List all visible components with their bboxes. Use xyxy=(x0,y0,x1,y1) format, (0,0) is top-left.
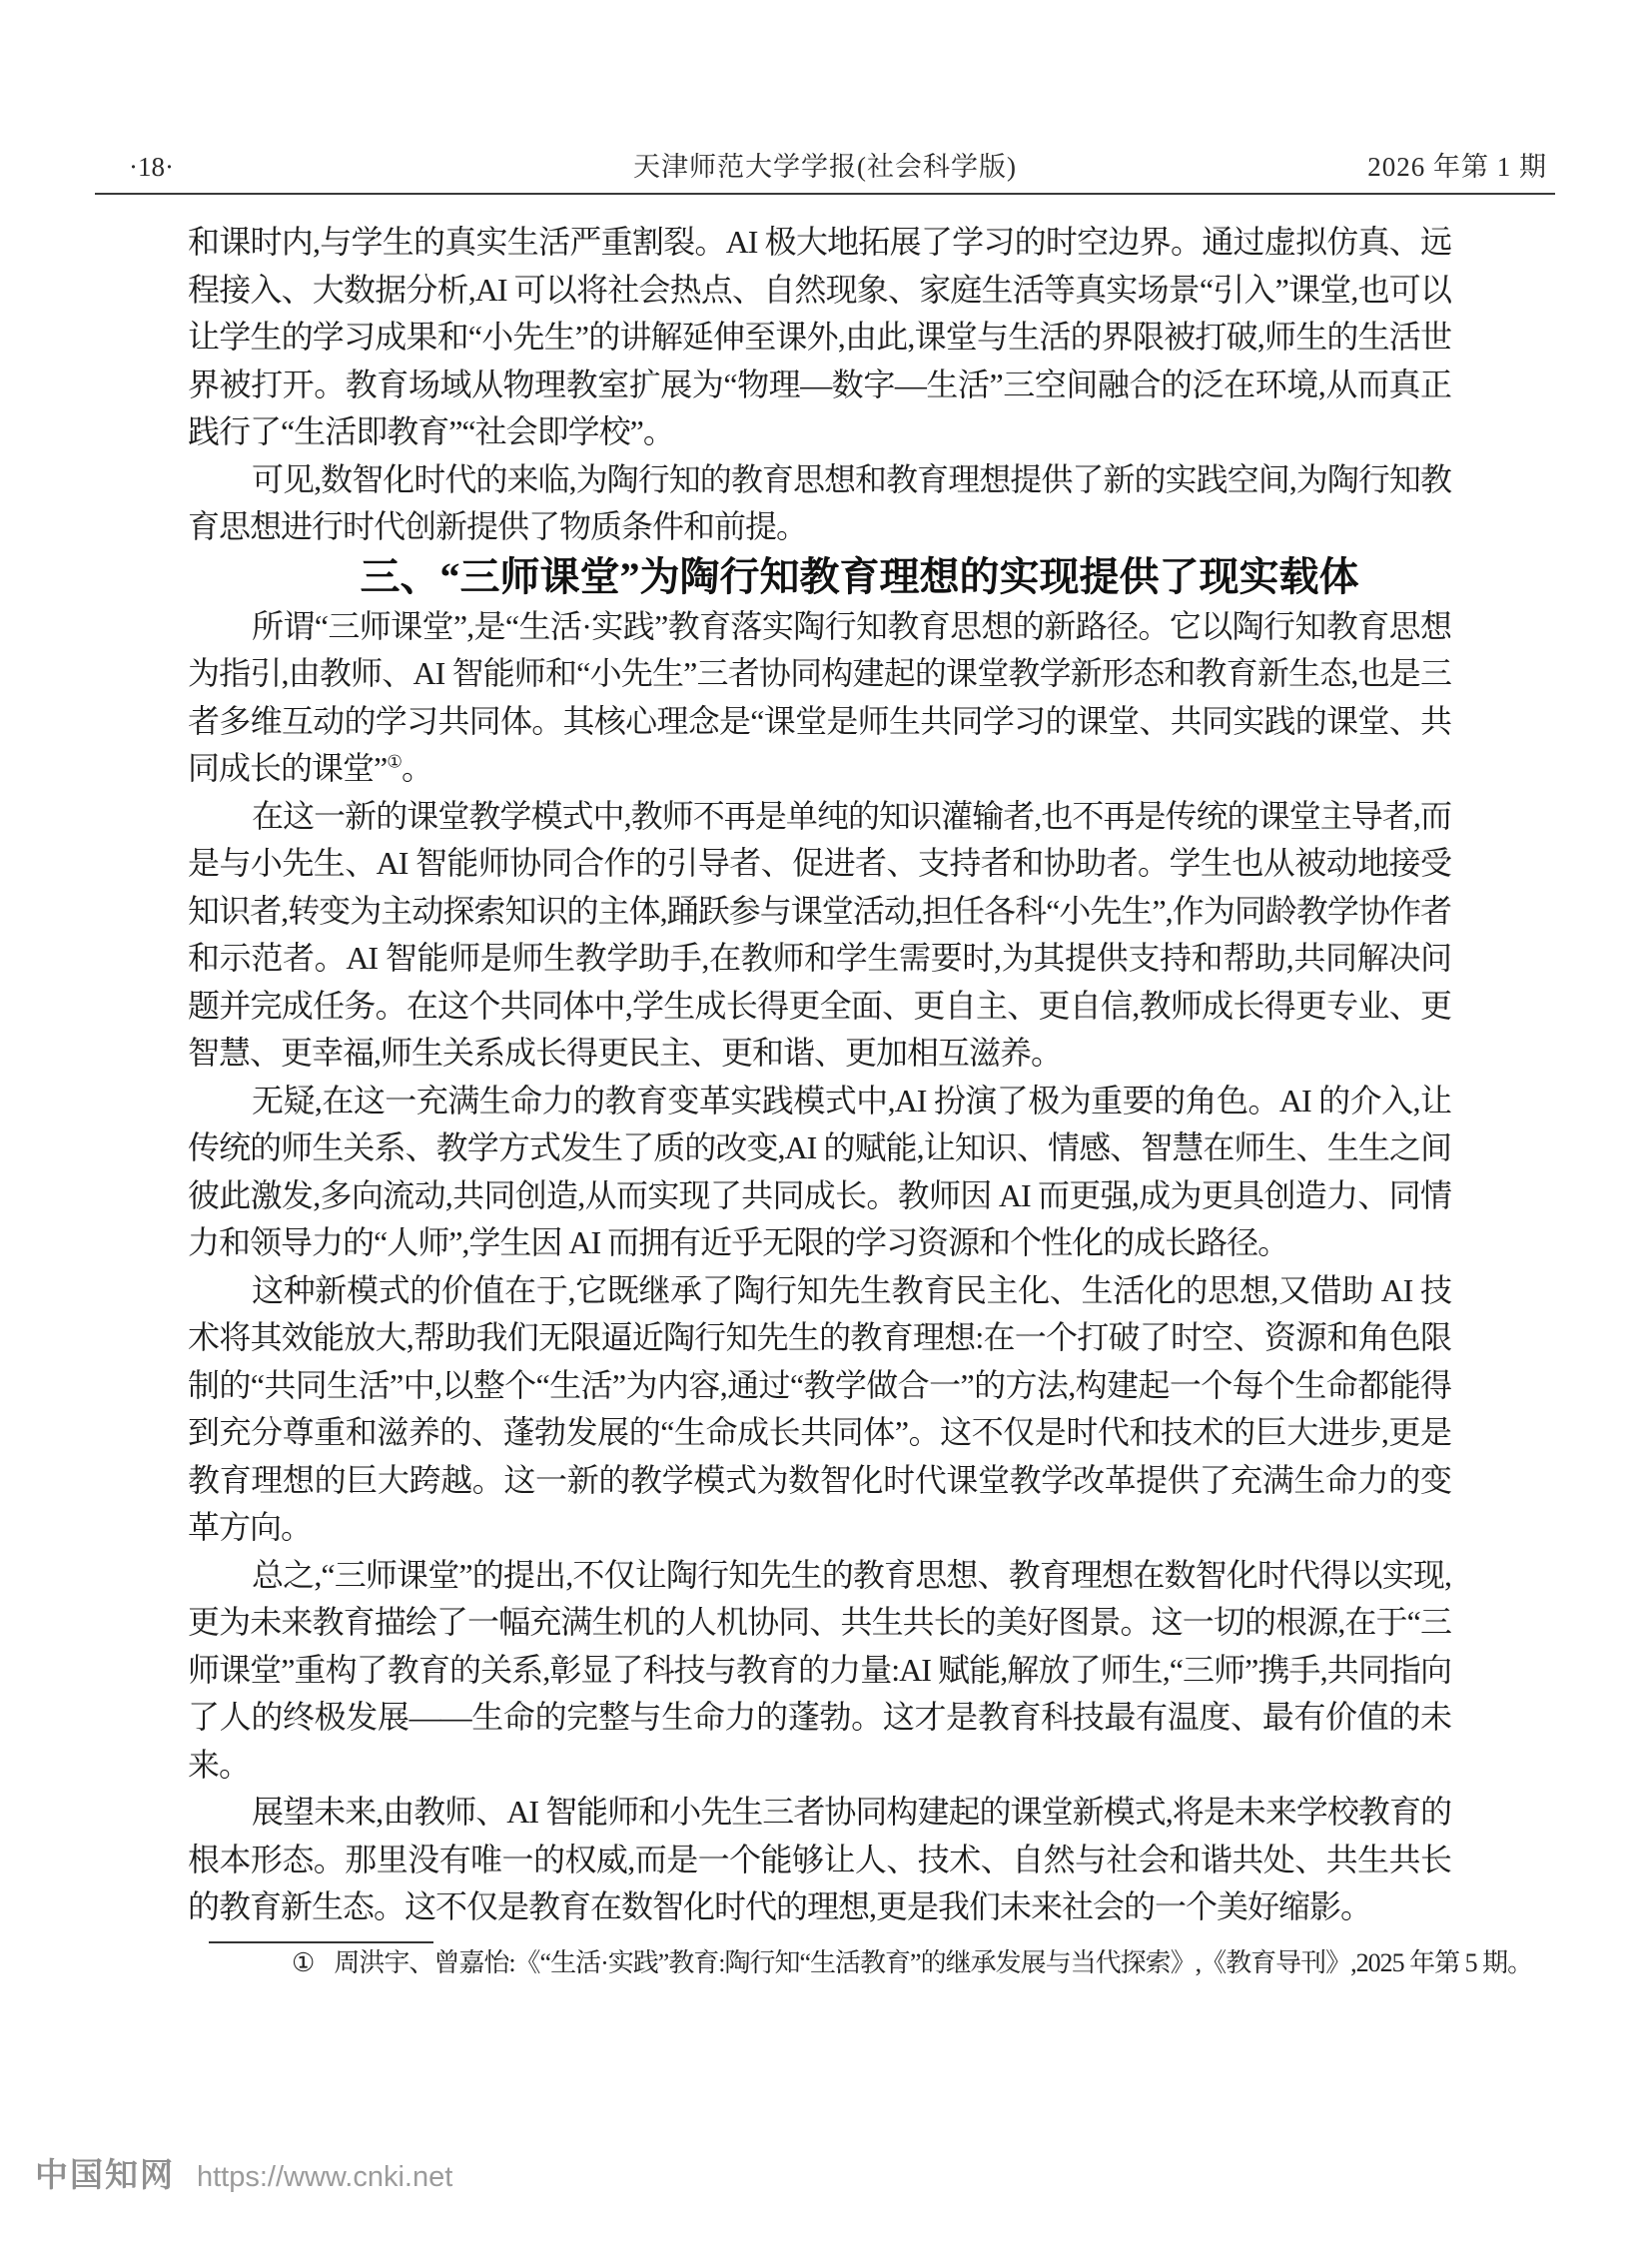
running-head xyxy=(95,148,1555,186)
page-number: ·18· xyxy=(129,152,174,182)
section-heading: 三、“三师课堂”为陶行知教育理想的实现提供了现实载体 xyxy=(360,553,1359,599)
paragraph: 无疑,在这一充满生命力的教育变革实践模式中,AI 扮演了极为重要的角色。AI 的介入,让传统的师生关系、教学方式发生了质的改变,AI 的赋能,让知识、情感、智慧在师生、生生之间彼此激发,多向流动,共同创造,从而实现了共同成长。教师因 AI 而更强,成为更具创造力、同情力和领导力的“人师”,学生因 AI 而拥有近乎无限的学习资源和个性化的成长路径。 xyxy=(188,1082,1451,1260)
paragraph-continuation: 和课时内,与学生的真实生活严重割裂。AI 极大地拓展了学习的时空边界。通过虚拟仿真、远程接入、大数据分析,AI 可以将社会热点、自然现象、家庭生活等真实场景“引入”课堂,也可以让学生的学习成果和“小先生”的讲解延伸至课外,由此,课堂与生活的界限被打破,师生的生活世界被打开。教育场域从物理教室扩展为“物理—数字—生活”三空间融合的泛在环境,从而真正践行了“生活即教育”“社会即学校”。 xyxy=(188,224,1451,449)
paragraph: 总之,“三师课堂”的提出,不仅让陶行知先生的教育思想、教育理想在数智化时代得以实现,更为未来教育描绘了一幅充满生机的人机协同、共生共长的美好图景。这一切的根源,在于“三师课堂”重构了教育的关系,彰显了科技与教育的力量:AI 赋能,解放了师生,“三师”携手,共同指向了人的终极发展——生命的完整与生命力的蓬勃。这才是教育科技最有温度、最有价值的未来。 xyxy=(188,1556,1451,1783)
footnote xyxy=(188,1943,1533,1983)
footnote-text: 周洪宇、曾嘉怡:《“生活·实践”教育:陶行知“生活教育”的继承发展与当代探索》,《教育导刊》,2025 年第 5 期。 xyxy=(334,1947,1533,1977)
cnki-url: https://www.cnki.net xyxy=(197,2161,453,2193)
journal-title: 天津师范大学学报(社会科学版) xyxy=(633,152,1017,182)
paragraph-with-footnote-ref xyxy=(188,603,1451,793)
cnki-brand: 中国知网 xyxy=(35,2156,175,2193)
cnki-watermark xyxy=(35,2149,452,2199)
paragraph-tail: 。 xyxy=(402,750,433,786)
paragraph-text: 所谓“三师课堂”,是“生活·实践”教育落实陶行知教育思想的新路径。它以陶行知教育思想为指引,由教师、AI 智能师和“小先生”三者协同构建起的课堂教学新形态和教育新生态,也是三者多维互动的学习共同体。其核心理念是“课堂是师生共同学习的课堂、共同实践的课堂、共同成长的课堂” xyxy=(188,607,1451,786)
paragraph: 可见,数智化时代的来临,为陶行知的教育思想和教育理想提供了新的实践空间,为陶行知教育思想进行时代创新提供了物质条件和前提。 xyxy=(188,460,1451,544)
issue-label: 2026 年第 1 期 xyxy=(1367,152,1547,182)
footnote-marker: ① xyxy=(292,1947,315,1977)
header-rule xyxy=(95,193,1555,195)
footnote-reference: ① xyxy=(387,751,402,772)
paragraph: 展望未来,由教师、AI 智能师和小先生三者协同构建起的课堂新模式,将是未来学校教育的根本形态。那里没有唯一的权威,而是一个能够让人、技术、自然与社会和谐共处、共生共长的教育新生态。这不仅是教育在数智化时代的理想,更是我们未来社会的一个美好缩影。 xyxy=(188,1794,1451,1924)
paragraph: 这种新模式的价值在于,它既继承了陶行知先生教育民主化、生活化的思想,又借助 AI 技术将其效能放大,帮助我们无限逼近陶行知先生的教育理想:在一个打破了时空、资源和角色限制的“共同生活”中,以整个“生活”为内容,通过“教学做合一”的方法,构建起一个每个生命都能得到充分尊重和滋养的、蓬勃发展的“生命成长共同体”。这不仅是时代和技术的巨大进步,更是教育理想的巨大跨越。这一新的教学模式为数智化时代课堂教学改革提供了充满生命力的变革方向。 xyxy=(188,1271,1451,1545)
paragraph: 在这一新的课堂教学模式中,教师不再是单纯的知识灌输者,也不再是传统的课堂主导者,而是与小先生、AI 智能师协同合作的引导者、促进者、支持者和协助者。学生也从被动地接受知识者,转变为主动探索知识的主体,踊跃参与课堂活动,担任各科“小先生”,作为同龄教学协作者和示范者。AI 智能师是师生教学助手,在教师和学生需要时,为其提供支持和帮助,共同解决问题并完成任务。在这个共同体中,学生成长得更全面、更自主、更自信,教师成长得更专业、更智慧、更幸福,师生关系成长得更民主、更和谐、更加相互滋养。 xyxy=(188,797,1451,1071)
article-body xyxy=(188,219,1533,1983)
